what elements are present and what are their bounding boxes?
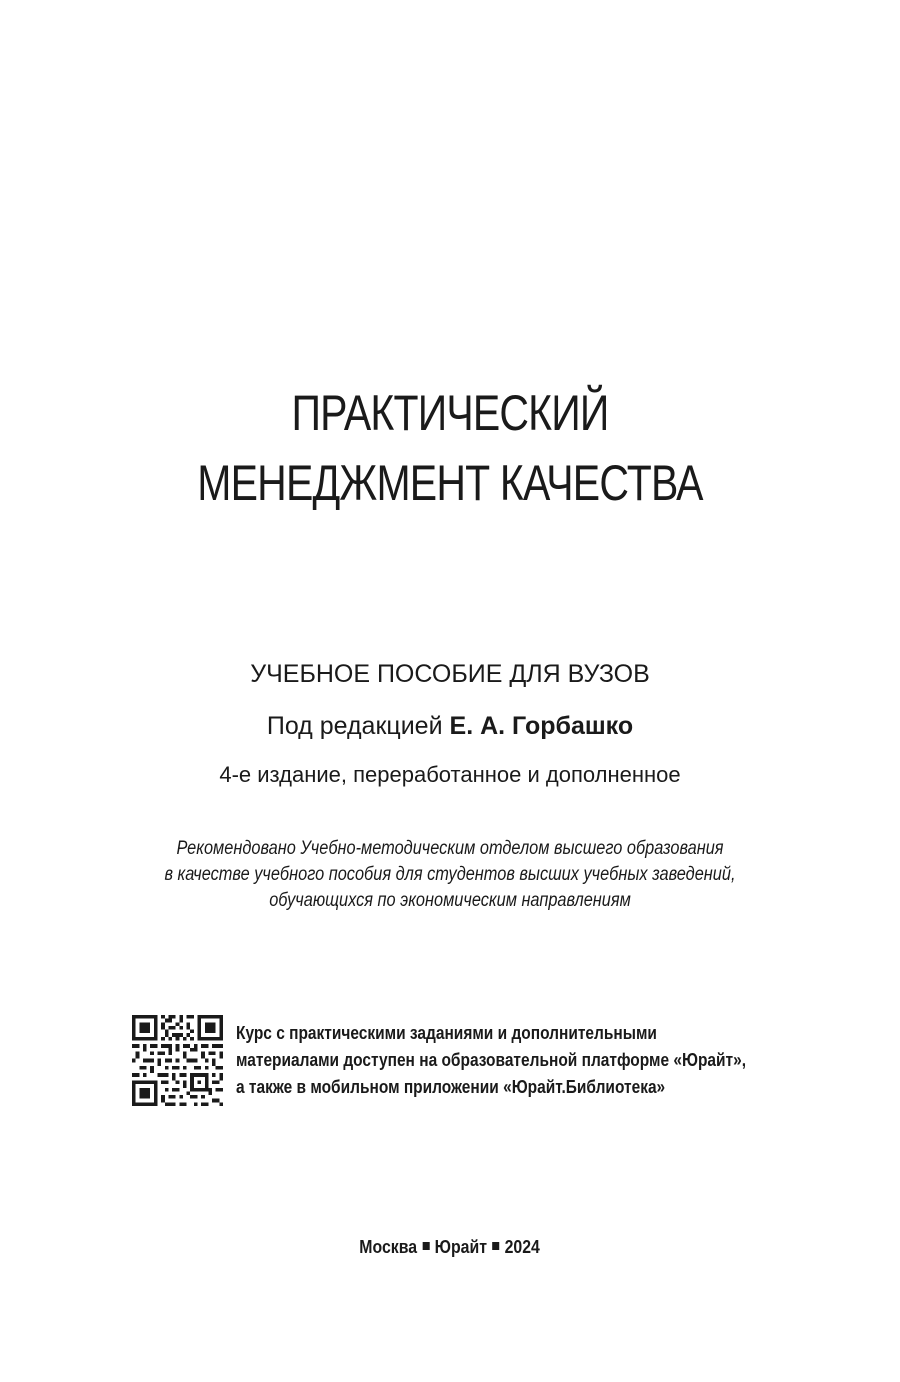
book-title: [0, 378, 900, 518]
qr-code-icon[interactable]: [132, 1015, 223, 1106]
course-info-line-3: а также в мобильном приложении «Юрайт.Библиотека»: [236, 1077, 666, 1097]
imprint: [0, 1234, 900, 1260]
book-title-line-1: ПРАКТИЧЕСКИЙ: [291, 385, 609, 441]
book-title-line-2: МЕНЕДЖМЕНТ КАЧЕСТВА: [197, 455, 703, 511]
edition-info: 4-е издание, переработанное и дополненное: [219, 762, 681, 787]
imprint-year: 2024: [505, 1237, 541, 1257]
course-info-line-1: Курс с практическими заданиями и дополнительными: [236, 1023, 657, 1043]
editor-line: [0, 710, 900, 742]
recommendation-note: [0, 836, 900, 914]
course-info-line-2: материалами доступен на образовательной платформе «Юрайт»,: [236, 1050, 747, 1070]
recommendation-line-1: Рекомендовано Учебно-методическим отделом высшего образования: [176, 838, 724, 859]
course-info: [236, 1020, 856, 1101]
editor-name: Е. А. Горбашко: [449, 712, 634, 740]
recommendation-line-3: обучающихся по экономическим направлениям: [269, 890, 631, 911]
square-bullet-icon: [493, 1242, 500, 1250]
editor-prefix: Под редакцией: [266, 712, 443, 740]
book-subtitle: УЧЕБНОЕ ПОСОБИЕ ДЛЯ ВУЗОВ: [250, 660, 650, 688]
square-bullet-icon: [423, 1242, 430, 1250]
imprint-publisher: Юрайт: [435, 1237, 488, 1257]
imprint-city: Москва: [359, 1237, 418, 1257]
recommendation-line-2: в качестве учебного пособия для студентов высших учебных заведений,: [164, 864, 736, 885]
